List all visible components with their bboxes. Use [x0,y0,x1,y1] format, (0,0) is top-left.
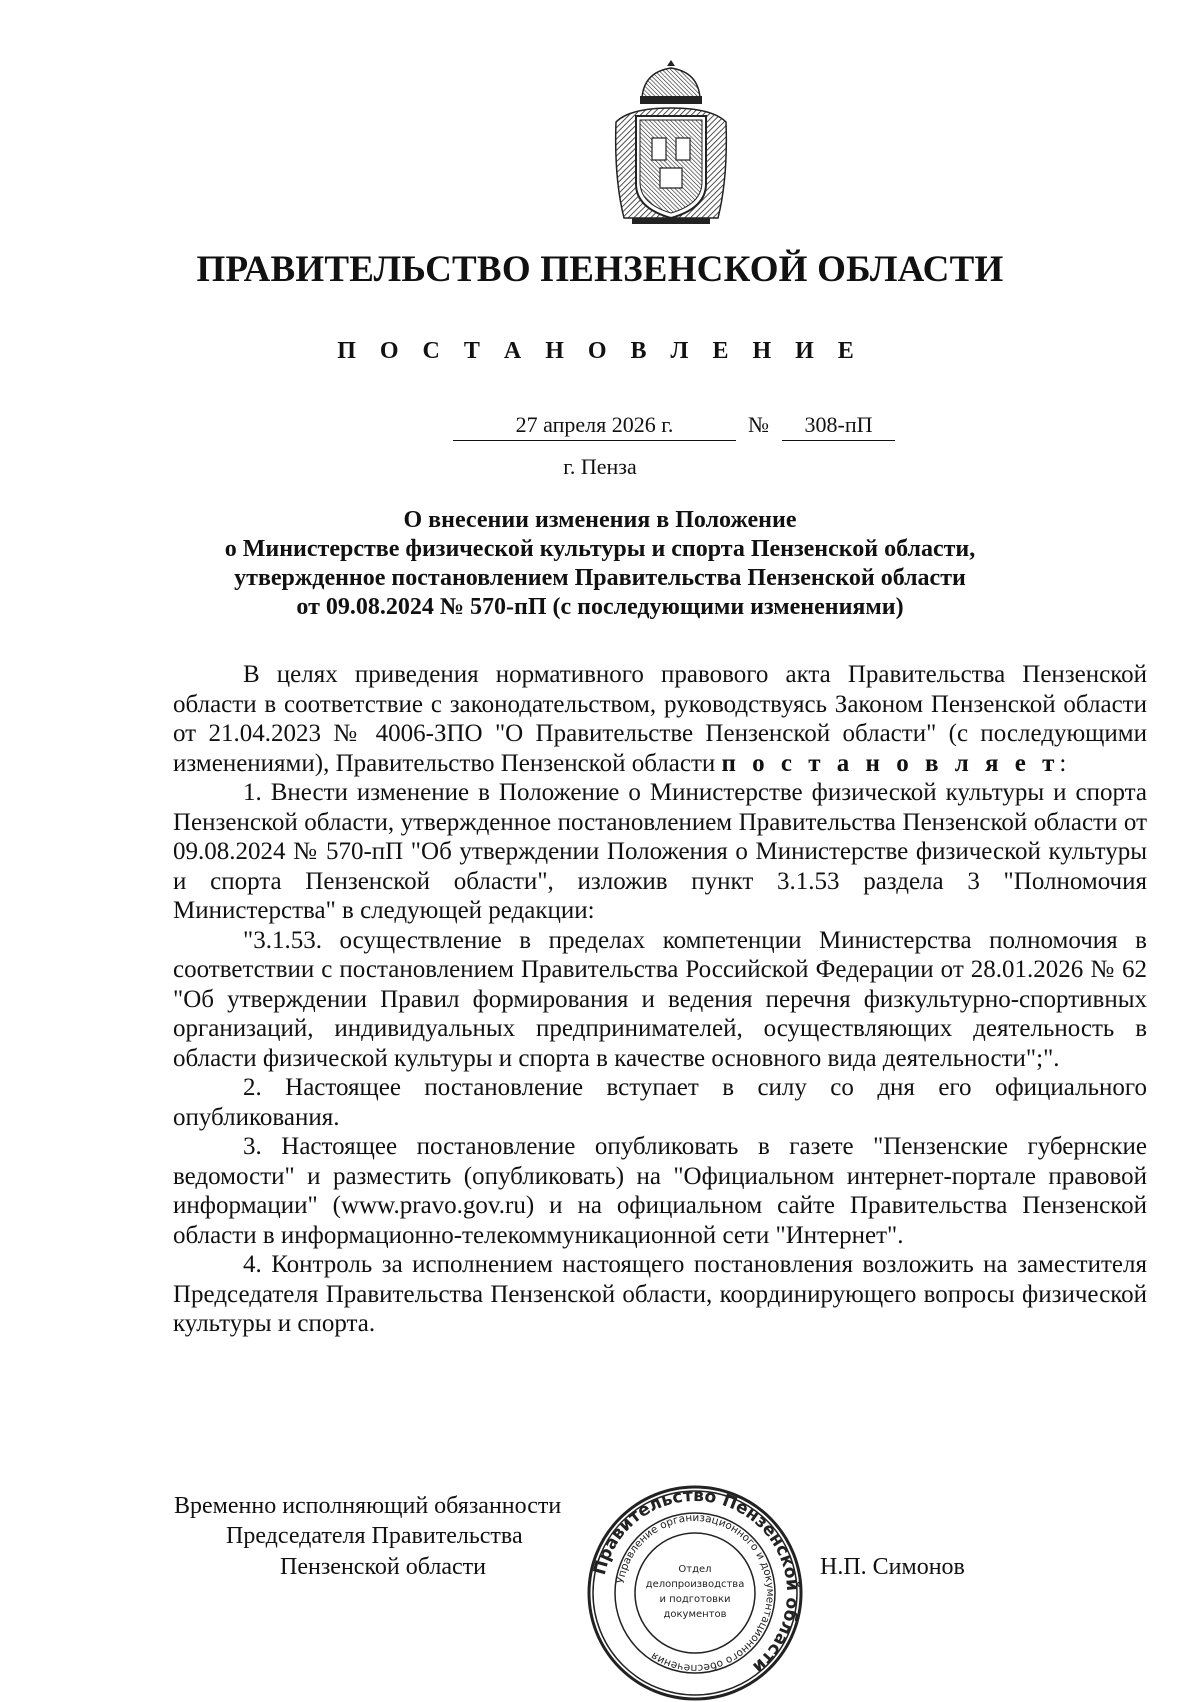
stamp-outer-text: Правительство Пензенской области [589,1485,803,1677]
resolves-colon: : [1059,749,1067,777]
signatory-name: Н.П. Симонов [820,1554,965,1580]
signatory-position-line: Пензенской области [280,1554,486,1580]
official-stamp [586,1484,804,1702]
item-1-paragraph: 1. Внести изменение в Положение о Министерстве физической культуры и спорта Пензенской области, утвержденное постановлением Правительства Пензенской области от 09.08.2024 № 570-пП "Об утверждении Положения о Министерстве физической культуры и спорта Пензенской области", изложив пункт 3.1.53 раздела 3 "Полномочия Министерства" в следующей редакции: [173,779,1147,924]
signatory-position-line: Временно исполняющий обязанности [174,1493,562,1519]
stamp-center-line: документов [663,1609,727,1620]
resolves-word: п о с т а н о в л я е т [721,749,1060,777]
item-3-paragraph: 3. Настоящее постановление опубликовать в газете "Пензенские губернские ведомости" и разместить (опубликовать) на "Официальном интернет-портале правовой информации" (www.pravo.gov.ru) и на официальном сайте Правительства Пензенской области в информационно-телекоммуникационной сети "Интернет". [173,1133,1147,1249]
document-body [173,660,1147,1339]
heading-line: о Министерстве физической культуры и спорта Пензенской области, [224,536,976,562]
heading-line: О внесении изменения в Положение [403,507,797,533]
document-heading [150,506,1050,622]
document-type: П О С Т А Н О В Л Е Н И Е [337,338,863,364]
coat-of-arms-emblem [612,58,730,226]
item-2-paragraph: 2. Настоящее постановление вступает в силу со дня его официального опубликования. [173,1074,1147,1131]
organization-title: ПРАВИТЕЛЬСТВО ПЕНЗЕНСКОЙ ОБЛАСТИ [196,249,1004,290]
stamp-center-line: и подготовки [659,1594,731,1605]
document-number: 308-пП [782,412,895,441]
heading-line: утвержденное постановлением Правительства Пензенской области [234,565,966,591]
document-date: 27 апреля 2026 г. [453,412,736,441]
heading-line: от 09.08.2024 № 570-пП (с последующими изменениями) [296,594,904,620]
stamp-center-line: делопроизводства [645,1579,745,1590]
preamble-text: В целях приведения нормативного правового акта Правительства Пензенской области в соответствие с законодательством, руководствуясь Законом Пензенской области от 21.04.2023 № 4006-ЗПО "О Правительстве Пензенской области" (с последующими изменениями), Правительство Пензенской области [173,661,1147,777]
number-sign: № [748,412,769,437]
item-1-quote-paragraph: "3.1.53. осуществление в пределах компетенции Министерства полномочия в соответствии с постановлением Правительства Российской Федерации от 28.01.2026 № 62 "Об утверждении Правил формирования и ведения перечня физкультурно-спортивных организаций, индивидуальных предпринимателей, осуществляющих деятельность в области физической культуры и спорта в качестве основного вида деятельности";". [173,926,1147,1072]
item-4-paragraph: 4. Контроль за исполнением настоящего постановления возложить на заместителя Председателя Правительства Пензенской области, координирующего вопросы физической культуры и спорта. [173,1251,1147,1337]
signatory-position-line: Председателя Правительства [226,1523,523,1549]
preamble-paragraph [173,660,1147,778]
city: г. Пенза [563,454,637,479]
stamp-center-line: Отдел [678,1564,712,1575]
stamp-middle-text: Управление организационного и документационного обеспечения [614,1511,777,1675]
